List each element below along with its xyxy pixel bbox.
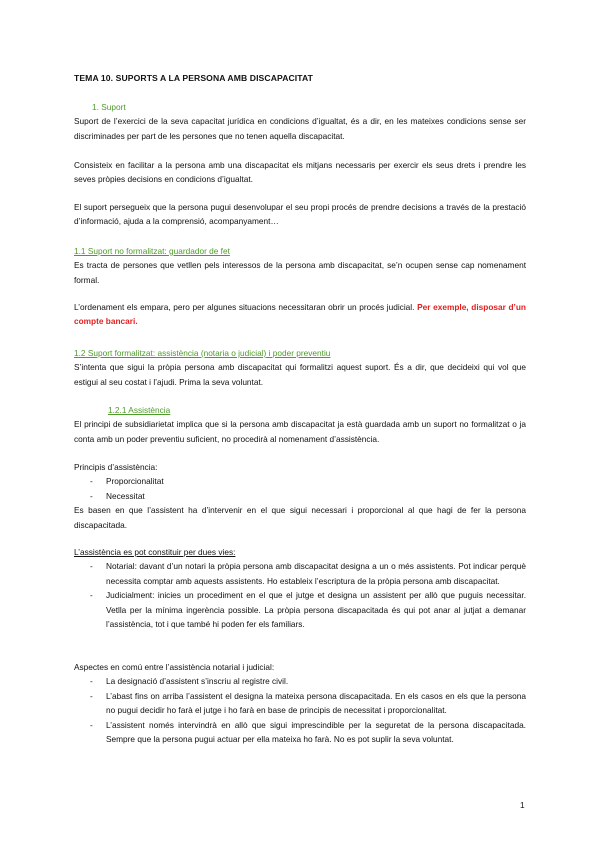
section-1-paragraph: Suport de l’exercici de la seva capacitat jurídica en condicions d’igualtat, és a dir, en les mateixes condicions sense ser discriminades per part de les persones que no tenen aquella discapacitat. xyxy=(74,116,526,141)
aspectes-list xyxy=(74,674,526,746)
list-item: - La designació d’assistent s’inscriu al registre civil. xyxy=(90,674,526,688)
section-1-1-heading: 1.1 Suport no formalitzat: guardador de fet xyxy=(74,246,230,256)
highlight-example: Per exemple, disposar d’un compte bancari. xyxy=(74,302,526,327)
principis-list xyxy=(74,474,526,503)
section-1-2-1-heading: 1.2.1 Assistència xyxy=(108,405,171,415)
section-1 xyxy=(74,100,526,143)
section-1-heading: 1. Suport xyxy=(92,102,126,112)
section-1-1-paragraph-example xyxy=(74,300,526,329)
page-number: 1 xyxy=(520,800,525,810)
section-1-paragraph: Consisteix en facilitar a la persona amb una discapacitat els mitjans necessaris per exercir els seus drets i prendre les seves pròpies decisions en condicions d’igualtat. xyxy=(74,160,526,185)
vies-label: L’assistència es pot constituir per dues vies: xyxy=(74,547,236,557)
section-1-paragraph: El suport persegueix que la persona pugui desenvolupar el seu propi procés de prendre decisions a través de la prestació d’informació, ajuda a la comprensió, acompanyament… xyxy=(74,202,526,227)
list-item: - Judicialment: inicies un procediment en el que el jutge et designa un assistent per allò que puguis necessitar. Vetlla per la mínima ingerència possible. La pròpia persona discapacitada és qui pot anar al jutjat a demanar l’assistència, tot i que també hi poden fer els familiars. xyxy=(90,588,526,631)
section-1-2-1 xyxy=(74,403,526,446)
list-item: - Proporcionalitat xyxy=(90,474,526,488)
section-1-2-paragraph: S’intenta que sigui la pròpia persona amb discapacitat qui formalitzi aquest suport. És a dir, que decideixi qui vol que estigui al seu costat i l’ajudi. Prima la seva voluntat. xyxy=(74,362,526,387)
list-item: - Notarial: davant d’un notari la pròpia persona amb discapacitat designa a un o més assistents. Pot indicar perquè necessita comptar amb aquests assistents. Ho estableix l’escriptura de la pròpia persona amb discapacitat. xyxy=(90,559,526,588)
list-item: - L’assistent només intervindrà en allò que sigui imprescindible per la seguretat de la persona discapacitada. Sempre que la persona pugui actuar per ella mateixa ho farà. No es pot suplir la seva voluntat. xyxy=(90,718,526,747)
list-item: - L’abast fins on arriba l’assistent el designa la mateixa persona discapacitada. En els casos en els que la persona no pugui decidir ho farà el jutge i ho farà en base de principis de necessitat i proporcionalitat. xyxy=(90,689,526,718)
section-1-2 xyxy=(74,346,526,389)
paragraph-text: L’ordenament els empara, pero per algunes situacions necessitaran obrir un procés judicial. xyxy=(74,302,418,312)
list-item: - Necessitat xyxy=(90,489,526,503)
section-1-2-heading: 1.2 Suport formalitzat: assistència (notaria o judicial) i poder preventiu xyxy=(74,348,331,358)
principis-paragraph: Es basen en que l’assistent ha d’intervenir en el que sigui necessari i proporcional al que hagi de fer la persona discapacitada. xyxy=(74,505,526,530)
vies-list xyxy=(74,559,526,631)
document-title: TEMA 10. SUPORTS A LA PERSONA AMB DISCAPACITAT xyxy=(74,73,314,83)
section-1-1 xyxy=(74,244,526,287)
aspectes-label: Aspectes en comú entre l’assistència notarial i judicial: xyxy=(74,662,275,672)
section-1-2-1-paragraph: El principi de subsidiarietat implica que si la persona amb discapacitat ja està guardada amb un suport no formalitzat o ja conta amb un poder preventiu suficient, no procedirà al nomenament d’assistència. xyxy=(74,419,526,444)
section-1-1-paragraph: Es tracta de persones que vetllen pels interessos de la persona amb discapacitat, se’n ocupen sense cap nomenament formal. xyxy=(74,260,526,285)
principis-label: Principis d’assistència: xyxy=(74,462,158,472)
